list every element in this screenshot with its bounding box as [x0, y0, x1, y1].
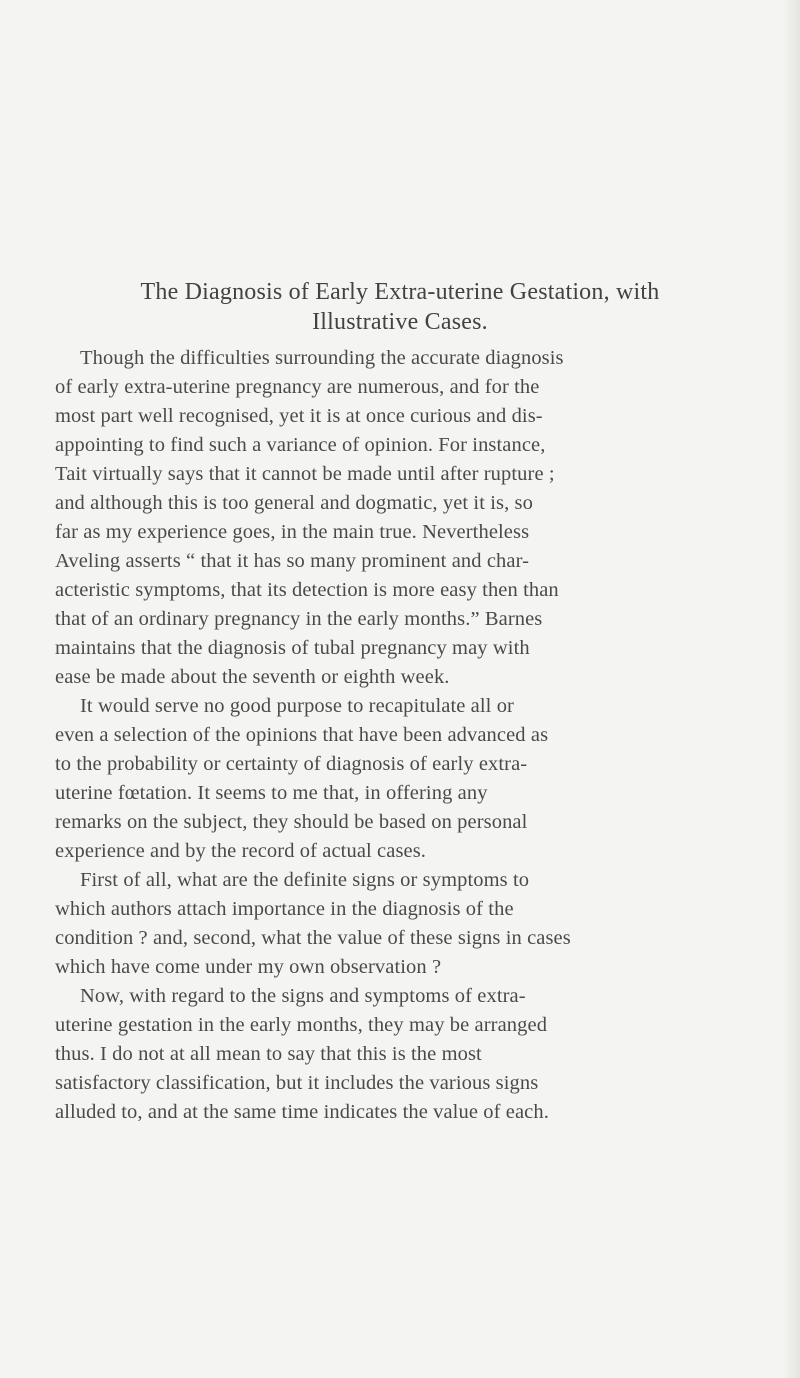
article-title-line-2: Illustrative Cases.: [312, 309, 488, 335]
article-title-line-1: The Diagnosis of Early Extra-uterine Gestation, with: [140, 279, 660, 305]
paragraph-1-line: maintains that the diagnosis of tubal pregnancy may with: [55, 637, 530, 659]
paragraph-1-line: acteristic symptoms, that its detection is more easy then than: [55, 579, 559, 601]
paragraph-1-line: Tait virtually says that it cannot be made until after rupture ;: [55, 463, 555, 485]
paragraph-4-line: uterine gestation in the early months, they may be arranged: [55, 1014, 548, 1036]
paragraph-1-line: of early extra-uterine pregnancy are numerous, and for the: [55, 376, 540, 398]
paragraph-1-line: ease be made about the seventh or eighth week.: [55, 666, 450, 688]
paragraph-4-line: Now, with regard to the signs and symptoms of extra-: [80, 985, 526, 1007]
paragraph-2-line: even a selection of the opinions that have been advanced as: [55, 724, 549, 746]
paragraph-3-line: First of all, what are the definite signs or symptoms to: [80, 869, 530, 891]
paragraph-3-line: condition ? and, second, what the value of these signs in cases: [55, 927, 571, 949]
paragraph-1-line: that of an ordinary pregnancy in the early months.” Barnes: [55, 608, 543, 630]
paragraph-2-line: to the probability or certainty of diagnosis of early extra-: [55, 753, 528, 775]
paragraph-1-line: Though the difficulties surrounding the accurate diagnosis: [80, 347, 564, 369]
paragraph-3-line: which have come under my own observation ?: [55, 956, 442, 978]
paragraph-4-line: thus. I do not at all mean to say that this is the most: [55, 1043, 482, 1065]
paragraph-1-line: Aveling asserts “ that it has so many prominent and char-: [55, 550, 530, 572]
page-edge-shadow: [782, 0, 800, 1378]
paragraph-3-line: which authors attach importance in the diagnosis of the: [55, 898, 514, 920]
paragraph-2-line: It would serve no good purpose to recapitulate all or: [80, 695, 514, 717]
paragraph-2-line: uterine fœtation. It seems to me that, in offering any: [55, 782, 488, 804]
paragraph-1-line: appointing to find such a variance of opinion. For instance,: [55, 434, 546, 456]
paragraph-1-line: far as my experience goes, in the main true. Nevertheless: [55, 521, 530, 543]
paragraph-1-line: most part well recognised, yet it is at once curious and dis-: [55, 405, 543, 427]
paragraph-4-line: satisfactory classification, but it includes the various signs: [55, 1072, 539, 1094]
paragraph-1-line: and although this is too general and dogmatic, yet it is, so: [55, 492, 533, 514]
paragraph-4-line: alluded to, and at the same time indicates the value of each.: [55, 1101, 549, 1123]
paragraph-2-line: remarks on the subject, they should be based on personal: [55, 811, 528, 833]
paragraph-2-line: experience and by the record of actual cases.: [55, 840, 427, 862]
